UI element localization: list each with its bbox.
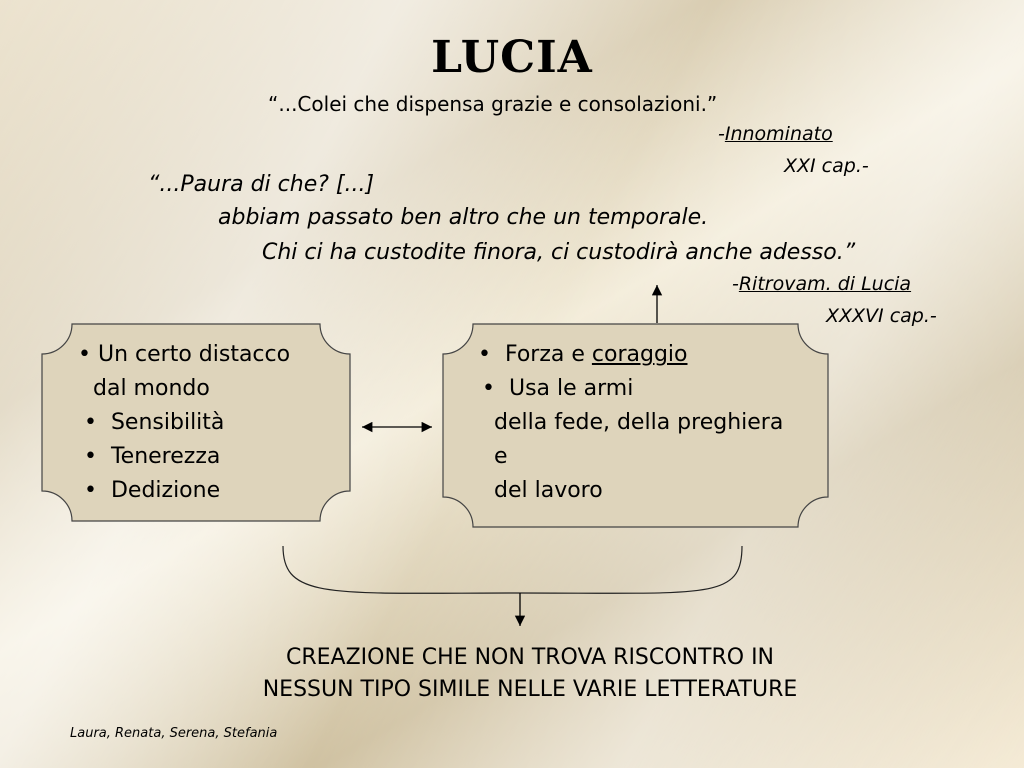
quote-lucia-source: -Ritrovam. di Lucia [732, 273, 912, 295]
quote-lucia-line2: abbiam passato ben altro che un temporale. [218, 205, 709, 230]
bottom-brace [283, 546, 742, 593]
list-item-continuation: del lavoro [494, 478, 603, 503]
left-box-list [78, 338, 290, 508]
page-title: LUCIA [431, 32, 593, 83]
conclusion-line2: NESSUN TIPO SIMILE NELLE VARIE LETTERATURE [262, 677, 798, 702]
quote-innominato-author: -Innominato [718, 123, 833, 145]
quote-innominato-chapter: XXI cap.- [784, 155, 869, 177]
quote-innominato: “...Colei che dispensa grazie e consolazioni.” [268, 92, 718, 116]
list-item-continuation: e [494, 444, 508, 469]
list-item: • Forza e coraggio [478, 342, 688, 367]
right-box-list [478, 338, 783, 508]
list-item: • Un certo distacco [78, 342, 291, 367]
conclusion [0, 642, 1024, 706]
conclusion-line1: CREAZIONE CHE NON TROVA RISCONTRO IN [285, 645, 775, 670]
list-item: • Tenerezza [84, 444, 221, 469]
list-item: • Dedizione [84, 478, 221, 503]
list-item-continuation: della fede, della preghiera [494, 410, 784, 435]
quote-lucia-chapter: XXXVI cap.- [826, 305, 937, 327]
credits: Laura, Renata, Serena, Stefania [70, 726, 278, 741]
list-item: • Usa le armi [482, 376, 634, 401]
quote-lucia-line1: “...Paura di che? [...] [148, 172, 375, 197]
list-item: • Sensibilità [84, 410, 225, 435]
quote-lucia-line3: Chi ci ha custodite finora, ci custodirà anche adesso.” [262, 240, 856, 265]
list-item-continuation: dal mondo [93, 376, 210, 401]
